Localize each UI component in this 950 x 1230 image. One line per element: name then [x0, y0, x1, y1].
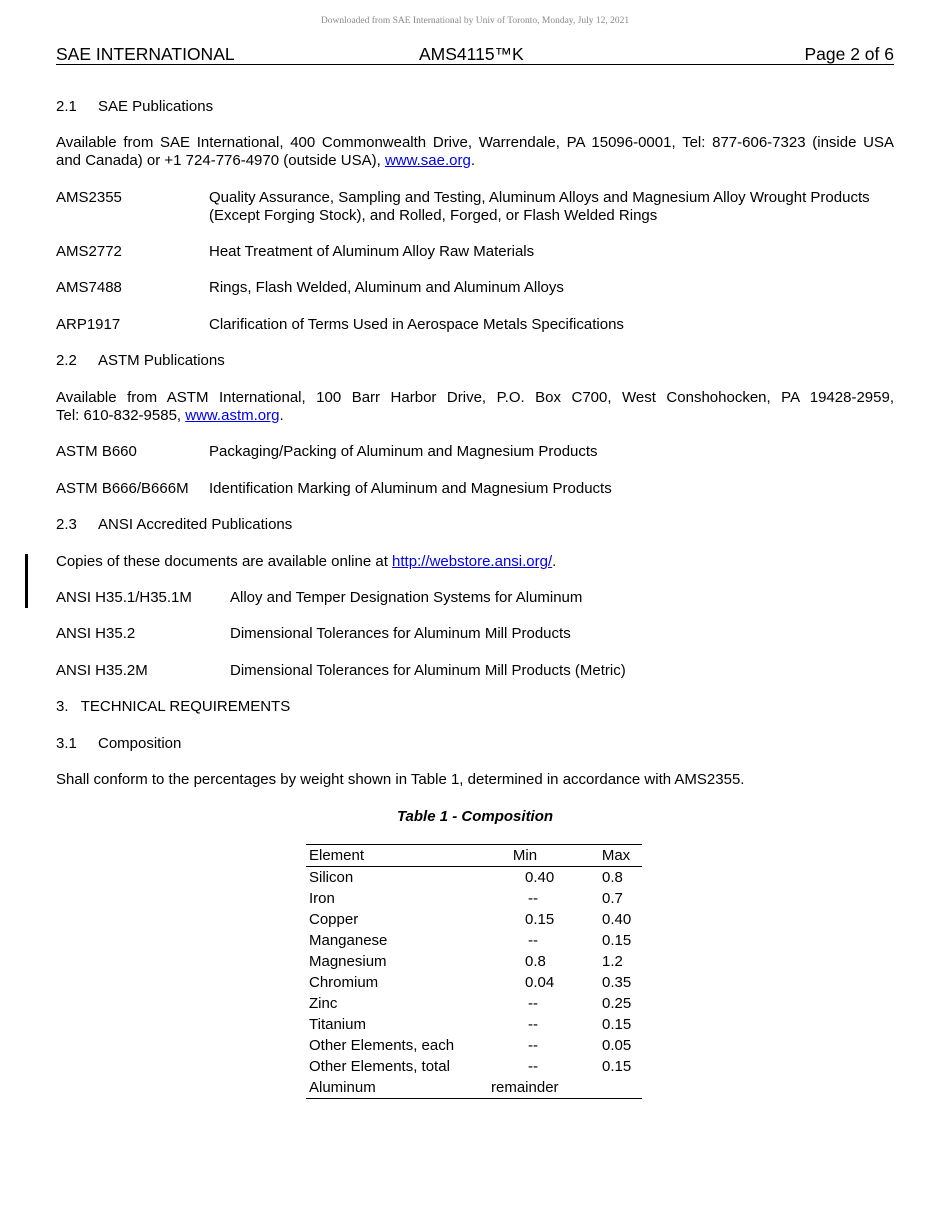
reference-description: Quality Assurance, Sampling and Testing, Aluminum Alloys and Magnesium Alloy Wrought Products (Except Forging Stock), and Rolled, Forged, or Flash Welded Rings	[209, 189, 870, 224]
min-value: remainder	[491, 1079, 559, 1096]
min-value: --	[528, 1037, 538, 1054]
table-row	[306, 909, 642, 930]
element-name: Other Elements, total	[309, 1058, 450, 1075]
reference-description: Identification Marking of Aluminum and Magnesium Products	[209, 480, 612, 497]
reference-code: ANSI H35.1/H35.1M	[56, 589, 192, 606]
min-value: 0.40	[525, 869, 555, 886]
header-doc-id: AMS4115™K	[419, 44, 524, 64]
reference-description: Rings, Flash Welded, Aluminum and Aluminum Alloys	[209, 279, 564, 296]
reference-code: ARP1917	[56, 316, 121, 333]
reference-code: AMS7488	[56, 279, 122, 296]
table-row	[306, 1014, 642, 1035]
reference-description: Heat Treatment of Aluminum Alloy Raw Materials	[209, 243, 535, 260]
astm-link[interactable]: www.astm.org	[185, 407, 280, 424]
table-row	[306, 930, 642, 951]
table-row	[306, 888, 642, 909]
header-min: Min	[512, 847, 538, 864]
header-max: Max	[601, 847, 631, 864]
revision-change-bar	[25, 554, 28, 608]
element-name: Copper	[309, 911, 359, 928]
section-2-3-title: ANSI Accredited Publications	[98, 516, 293, 533]
element-name: Other Elements, each	[309, 1037, 455, 1054]
section-3-1-title: Composition	[98, 735, 182, 752]
element-name: Chromium	[309, 974, 379, 991]
max-value: 0.25	[602, 995, 632, 1012]
element-name: Zinc	[309, 995, 338, 1012]
composition-table	[306, 844, 642, 1099]
reference-code: ANSI H35.2	[56, 625, 136, 642]
section-2-1-title: SAE Publications	[98, 98, 214, 115]
astm-availability-paragraph: Available from ASTM International, 100 Barr Harbor Drive, P.O. Box C700, West Conshohocken, PA 19428-2959, Tel: 610-832-9585, www.astm.org.	[56, 389, 894, 424]
header-org: SAE INTERNATIONAL	[56, 44, 235, 64]
reference-code: AMS2772	[56, 243, 122, 260]
min-value: --	[528, 890, 538, 907]
reference-description: Dimensional Tolerances for Aluminum Mill Products (Metric)	[230, 662, 626, 679]
max-value: 0.8	[602, 869, 623, 886]
table-row	[306, 993, 642, 1014]
min-value: 0.15	[525, 911, 555, 928]
element-name: Titanium	[309, 1016, 366, 1033]
reference-code: AMS2355	[56, 189, 122, 206]
table-header-row	[306, 845, 642, 867]
element-name: Silicon	[309, 869, 354, 886]
sae-availability-paragraph: Available from SAE International, 400 Commonwealth Drive, Warrendale, PA 15096-0001, Tel: 877-606-7323 (inside USA and Canada) or +1 724-776-4970 (outside USA), www.sae.org.	[56, 134, 894, 169]
sae-link[interactable]: www.sae.org	[384, 152, 471, 169]
max-value: 0.40	[602, 911, 632, 928]
max-value: 0.05	[602, 1037, 632, 1054]
table-row	[306, 867, 642, 888]
max-value: 0.7	[602, 890, 623, 907]
max-value: 0.15	[602, 1016, 632, 1033]
table-row	[306, 1056, 642, 1077]
section-3-1-number: 3.1	[56, 735, 77, 752]
reference-description: Packaging/Packing of Aluminum and Magnesium Products	[209, 443, 598, 460]
ansi-webstore-link[interactable]: http://webstore.ansi.org/	[392, 553, 553, 570]
element-name: Manganese	[309, 932, 388, 949]
reference-description: Clarification of Terms Used in Aerospace Metals Specifications	[209, 316, 624, 333]
min-value: 0.8	[525, 953, 546, 970]
table-row	[306, 951, 642, 972]
element-name: Iron	[309, 890, 335, 907]
max-value: 0.15	[602, 1058, 632, 1075]
element-name: Magnesium	[309, 953, 387, 970]
min-value: --	[528, 1016, 538, 1033]
reference-code: ASTM B666/B666M	[56, 480, 189, 497]
section-2-1-number: 2.1	[56, 98, 77, 115]
max-value: 0.15	[602, 932, 632, 949]
min-value: --	[528, 932, 538, 949]
reference-description: Alloy and Temper Designation Systems for Aluminum	[230, 589, 583, 606]
section-2-2-number: 2.2	[56, 352, 77, 369]
section-3-heading: 3. TECHNICAL REQUIREMENTS	[56, 698, 291, 715]
section-2-3-number: 2.3	[56, 516, 77, 533]
max-value: 0.35	[602, 974, 632, 991]
composition-paragraph: Shall conform to the percentages by weight shown in Table 1, determined in accordance with AMS2355.	[56, 771, 745, 788]
min-value: 0.04	[525, 974, 555, 991]
table-row	[306, 972, 642, 993]
min-value: --	[528, 1058, 538, 1075]
ansi-availability-paragraph: Copies of these documents are available online at http://webstore.ansi.org/.	[56, 553, 557, 570]
section-2-2-title: ASTM Publications	[98, 352, 225, 369]
table-row	[306, 1077, 642, 1098]
reference-description: Dimensional Tolerances for Aluminum Mill Products	[230, 625, 571, 642]
table-1-title: Table 1 - Composition	[396, 808, 554, 825]
reference-code: ANSI H35.2M	[56, 662, 148, 679]
header-page-number: Page 2 of 6	[804, 44, 894, 64]
min-value: --	[528, 995, 538, 1012]
page-header	[56, 44, 894, 65]
table-row	[306, 1035, 642, 1056]
element-name: Aluminum	[309, 1079, 376, 1096]
header-element: Element	[309, 847, 365, 864]
max-value: 1.2	[602, 953, 623, 970]
download-watermark: Downloaded from SAE International by Univ of Toronto, Monday, July 12, 2021	[320, 16, 630, 26]
reference-code: ASTM B660	[56, 443, 137, 460]
